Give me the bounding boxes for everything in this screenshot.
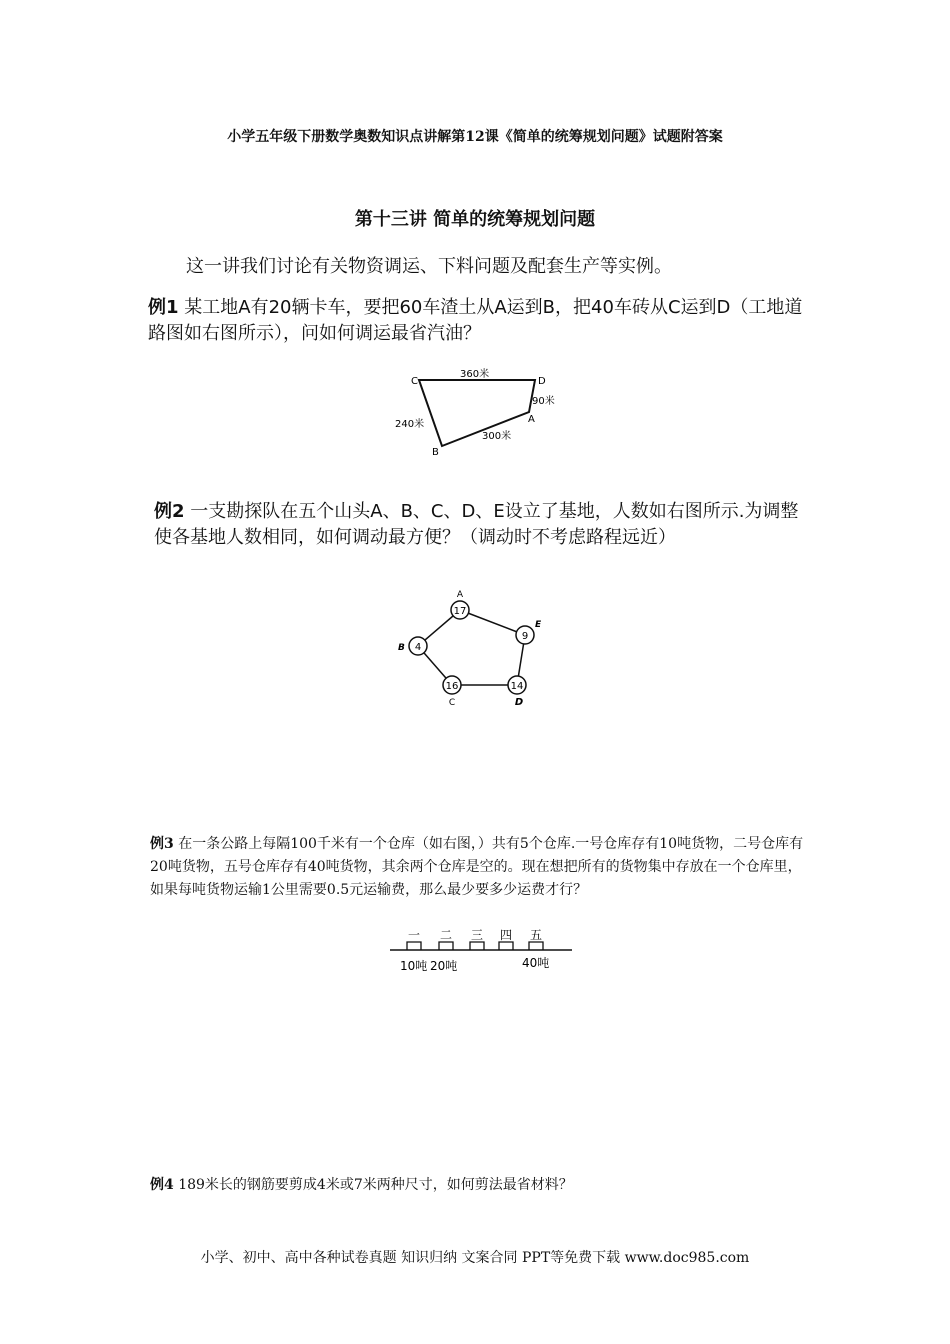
edge-cd-length: 360米	[460, 369, 490, 380]
edge-bc-length: 240米	[395, 419, 425, 430]
warehouse-1-label: 一	[407, 928, 421, 942]
example-3	[150, 833, 810, 902]
edge-da-length: 90米	[532, 396, 555, 407]
warehouse-3-label: 三	[470, 928, 484, 942]
road-map-figure	[390, 362, 570, 462]
example-4	[150, 1174, 810, 1197]
base-node-c-label: C	[448, 698, 456, 708]
example-4-label: 例4	[150, 1177, 174, 1193]
road-map-outline	[419, 380, 535, 446]
base-node-a-label: A	[456, 590, 464, 600]
base-node-b-value: 4	[414, 642, 422, 653]
warehouse-1-load: 10吨	[400, 959, 428, 973]
example-3-text: 在一条公路上每隔100千米有一个仓库（如右图，）共有5个仓库.一号仓库存有10吨货物，二号仓库有20吨货物，五号仓库存有40吨货物，其余两个仓库是空的。现在想把所有的货物集中存放在一个仓库里，如果每吨货物运输1公里需要0.5元运输费，那么最少要多少运费才行？	[150, 836, 804, 898]
warehouse-4-label: 四	[499, 928, 513, 942]
base-node-e-label: E	[535, 620, 542, 630]
example-1-text: 某工地A有20辆卡车，要把60车渣土从A运到B，把40车砖从C运到D（工地道路图如右图所示），问如何调运最省汽油？	[148, 297, 803, 344]
warehouse-road-figure	[390, 922, 580, 980]
base-camp-figure	[390, 585, 550, 715]
example-3-label: 例3	[150, 836, 174, 852]
road-map-label-c: C	[411, 376, 418, 387]
example-2	[154, 499, 814, 551]
example-1-label: 例1	[148, 297, 179, 318]
road-map-label-a: A	[528, 414, 535, 425]
edge-ab-length: 300米	[482, 431, 512, 442]
example-4-text: 189米长的钢筋要剪成4米或7米两种尺寸，如何剪法最省材料？	[173, 1177, 573, 1193]
example-2-label: 例2	[154, 501, 185, 522]
intro-paragraph: 这一讲我们讨论有关物资调运、下料问题及配套生产等实例。	[186, 256, 672, 277]
document-title: 小学五年级下册数学奥数知识点讲解第12课《简单的统筹规划问题》试题附答案	[227, 129, 723, 145]
base-node-c-value: 16	[445, 681, 459, 692]
page-footer: 小学、初中、高中各种试卷真题 知识归纳 文案合同 PPT等免费下载 www.doc985.com	[200, 1250, 750, 1266]
lecture-title: 第十三讲 简单的统筹规划问题	[354, 209, 596, 230]
base-node-d-value: 14	[510, 681, 524, 692]
warehouse-5-label: 五	[529, 928, 543, 942]
warehouse-5-load: 40吨	[522, 956, 550, 970]
warehouse-2-label: 二	[439, 928, 453, 942]
base-node-e-value: 9	[521, 631, 529, 642]
warehouse-2-load: 20吨	[430, 959, 458, 973]
base-node-d-label: D	[514, 697, 524, 708]
road-map-label-d: D	[538, 376, 546, 387]
base-node-a-value: 17	[453, 606, 467, 617]
example-2-text: 一支勘探队在五个山头A、B、C、D、E设立了基地，人数如右图所示.为调整使各基地人数相同，如何调动最方便？（调动时不考虑路程远近）	[154, 501, 799, 548]
example-1	[148, 295, 808, 347]
road-map-label-b: B	[432, 447, 439, 458]
base-node-b-label: B	[398, 643, 405, 653]
